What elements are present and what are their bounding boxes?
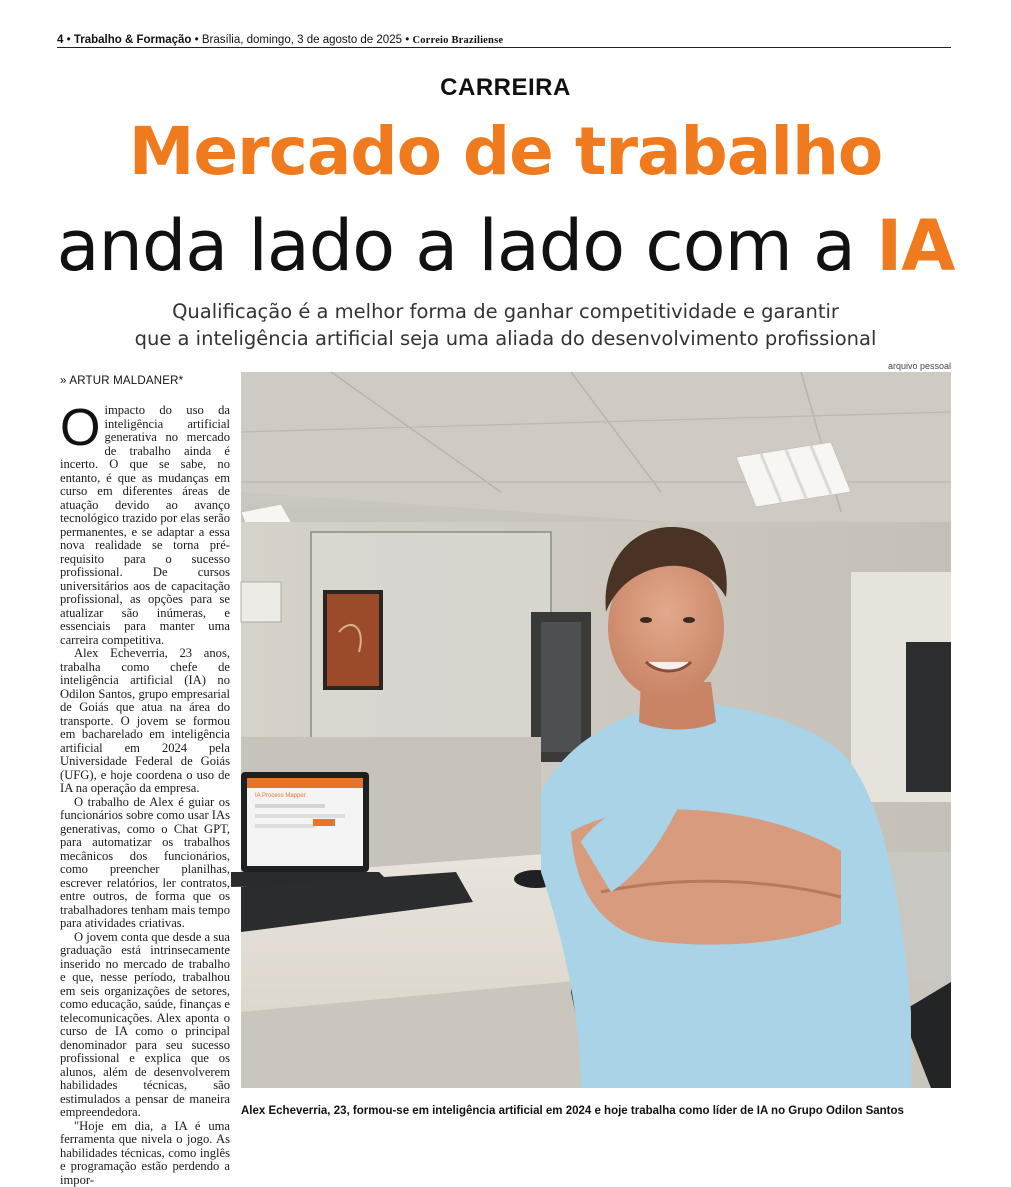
- article-photo: [241, 372, 951, 1088]
- headline-line-2-text: anda lado a lado com a: [57, 205, 877, 287]
- wall-painting: [323, 590, 383, 690]
- page-number: 4: [57, 34, 63, 46]
- laptop: [231, 772, 391, 887]
- deck-line-2: que a inteligência artificial seja uma aliada do desenvolvimento profissional: [0, 325, 1011, 352]
- paragraph-2: Alex Echeverria, 23 anos, trabalha como chefe de inteligência artificial (IA) no Odilon Santos, grupo empresarial de Goiás que atua na área do transporte. O jovem se formou em bacharelado em inteligência artificial em 2024 pela Universidade Federal de Goiás (UFG), e hoje coordena o uso de IA na operação da empresa.: [60, 647, 230, 796]
- folio-bullet: •: [195, 34, 202, 46]
- deck: [0, 298, 1011, 352]
- photo-illustration: [241, 372, 951, 1088]
- air-conditioner: [241, 582, 281, 622]
- photo-credit: arquivo pessoal: [888, 361, 951, 371]
- section-name: Trabalho & Formação: [74, 34, 192, 46]
- headline-line-2: [0, 204, 1011, 288]
- drop-cap: O: [60, 406, 100, 450]
- folio-bullet: •: [405, 34, 412, 46]
- photo-caption: Alex Echeverria, 23, formou-se em inteligência artificial em 2024 e hoje trabalha como líder de IA no Grupo Odilon Santos: [241, 1105, 961, 1117]
- section-kicker: CARREIRA: [0, 74, 1011, 102]
- headline-accent: IA: [876, 205, 954, 287]
- folio-bullet: •: [67, 34, 74, 46]
- byline: » ARTUR MALDANER*: [60, 375, 183, 387]
- newspaper-name: Correio Braziliense: [412, 35, 503, 46]
- folio-rule: [57, 47, 951, 48]
- paragraph-3: O trabalho de Alex é guiar os funcionários sobre como usar IAs generativas, como o Chat GPT, para automatizar os trabalhos mecânicos dos funcionários, como preencher planilhas, escrever relatórios, ler contratos, entre outros, de forma que os trabalhadores tenham mais tempo para atividades criativas.: [60, 796, 230, 931]
- deck-line-1: Qualificação é a melhor forma de ganhar competitividade e garantir: [0, 298, 1011, 325]
- dateline: Brasília, domingo, 3 de agosto de 2025: [202, 34, 402, 46]
- paragraph-1-text: impacto do uso da inteligência artificial generativa no mercado de trabalho ainda é incerto. O que se sabe, no entanto, é que as mudanças em curso em diferentes áreas de atuação devido ao avanço tecnológico trazido por elas serão permanentes, e se adaptar a essa nova realidade se torna pré-requisito para o sucesso profissional. De cursos universitários aos de capacitação profissional, as opções para se atualizar são inúmeras, e essenciais para manter uma carreira competitiva.: [60, 403, 230, 647]
- laptop-screen-title: IA Process Mapper: [255, 793, 306, 799]
- paragraph-1: [60, 404, 230, 647]
- paragraph-5: "Hoje em dia, a IA é uma ferramenta que nivela o jogo. As habilidades técnicas, como inglês e programação estão perdendo a impor-: [60, 1120, 230, 1187]
- headline-line-1: Mercado de trabalho: [0, 112, 1011, 192]
- article-body: [60, 404, 230, 1148]
- paragraph-4: O jovem conta que desde a sua graduação está intrinsecamente inserido no mercado de trabalho e que, nesse período, trabalhou em seis organizações de setores, como educação, saúde, finanças e telecomunicações. Alex aponta o curso de IA como o principal denominador para seu sucesso profissional e explica que os alunos, além de desenvolverem habilidades técnicas, são estimulados a pensar de maneira empreendedora.: [60, 931, 230, 1120]
